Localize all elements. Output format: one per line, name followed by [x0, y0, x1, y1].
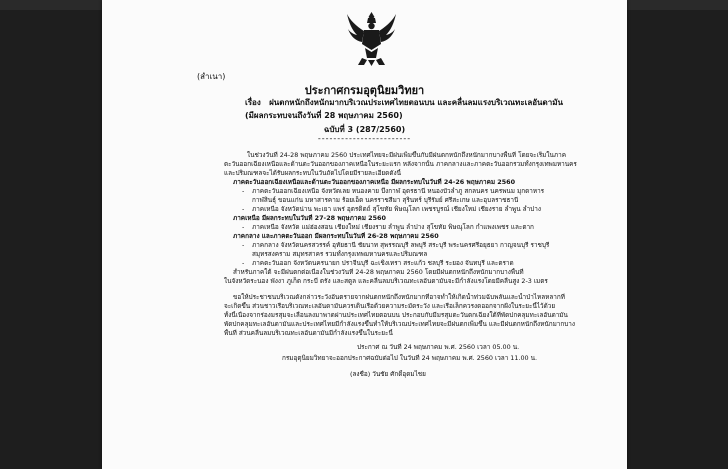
subject-line [245, 96, 563, 109]
warning-line-1: ขอให้ประชาชนบริเวณดังกล่าวระวังอันตรายจากฝนตกหนักถึงหนักมากที่อาจทำให้เกิดน้ำท่วมฉับพลันและน้ำป่าไหลหลากที่ [233, 293, 565, 301]
bullet-icon: - [242, 205, 245, 213]
section2-item-1: ภาคเหนือ จังหวัด แม่ฮ่องสอน เชียงใหม่ เชียงราย ลำพูน ลำปาง สุโขทัย พิษณุโลก กำแพงเพชร และตาก [252, 223, 534, 231]
subject-label: เรื่อง [245, 98, 261, 107]
bullet-icon: - [242, 223, 245, 231]
announcement-date: ประกาศ ณ วันที่ 24 พฤษภาคม พ.ศ. 2560 เวลา 05.00 น. [357, 343, 520, 351]
warning-line-5: พื้นที่ ส่วนคลื่นลมบริเวณทะเลอันดามันมีกำลังแรงขึ้นในระยะนี้ [224, 329, 393, 337]
issue-number: ฉบับที่ 3 (287/2560) [323, 125, 406, 134]
section3-item-1: ภาคกลาง จังหวัดนครสวรรค์ อุทัยธานี ชัยนาท สุพรรณบุรี ลพบุรี สระบุรี พระนครศรีอยุธยา กาญจนบุรี ราชบุรี [252, 241, 550, 249]
section3-heading: ภาคกลาง และภาคตะวันออก มีผลกระทบในวันที่ 26-28 พฤษภาคม 2560 [233, 232, 439, 240]
document-title: ประกาศกรมอุตุนิยมวิทยา [304, 84, 425, 97]
bullet-icon: - [242, 241, 245, 249]
section1-item-2: ภาคเหนือ จังหวัดน่าน พะเยา แพร่ อุตรดิตถ์ สุโขทัย พิษณุโลก เพชรบูรณ์ เชียงใหม่ เชียงราย ลำพูน ลำปาง [252, 205, 541, 213]
section1-item-1b: กาฬสินธุ์ ขอนแก่น มหาสารคาม ร้อยเอ็ด นครราชสีมา สุรินทร์ บุรีรัมย์ ศรีสะเกษ และอุบลราชธานี [252, 196, 519, 204]
section3-item-1b: สมุทรสงคราม สมุทรสาคร รวมทั้งกรุงเทพมหานครและปริมณฑล [252, 250, 428, 258]
body-line-2: ตะวันออกเฉียงเหนือและด้านตะวันออกของภาคเหนือในระยะแรก หลังจากนั้น ภาคกลางและภาคตะวันออกรวมทั้งกรุงเทพมหานคร [224, 160, 577, 168]
copy-label: (สำเนา) [197, 72, 226, 81]
section1-item-1: ภาคตะวันออกเฉียงเหนือ จังหวัดเลย หนองคาย บึงกาฬ อุดรธานี หนองบัวลำภู สกลนคร นครพนม มุกดาหาร [252, 187, 545, 195]
warning-line-2: จะเกิดขึ้น ส่วนชาวเรือบริเวณทะเลอันดามันควรเดินเรือด้วยความระมัดระวัง และเรือเล็กควรงดออกจากฝั่งในระยะนี้ไว้ด้วย [224, 302, 556, 310]
garuda-emblem-icon [344, 10, 399, 68]
signature-line: (ลงชื่อ) วันชัย ศักดิ์อุดมไชย [350, 370, 426, 378]
body-line-1: ในช่วงวันที่ 24-28 พฤษภาคม 2560 ประเทศไทยจะมีฝนเพิ่มขึ้นกับมีฝนตกหนักถึงหนักมากบางพื้นที่ โดยจะเริ่มในภาค [247, 151, 566, 159]
subject-line-2: (มีผลกระทบจนถึงวันที่ 28 พฤษภาคม 2560) [245, 111, 403, 120]
subject-text: ฝนตกหนักถึงหนักมากบริเวณประเทศไทยตอนบน และคลื่นลมแรงบริเวณทะเลอันดามัน [269, 98, 563, 107]
bullet-icon: - [242, 187, 245, 195]
document-page [102, 0, 627, 469]
warning-line-3: ทั้งนี้เนื่องจากร่องมรสุมจะเลื่อนลงมาพาดผ่านประเทศไทยตอนบน ประกอบกับมีมรสุมตะวันตกเฉียงใต้ที่พัดปกคลุมทะเลอันดามัน [224, 311, 568, 319]
next-notice: กรมอุตุนิยมวิทยาจะออกประกาศฉบับต่อไป ในวันที่ 24 พฤษภาคม พ.ศ. 2560 เวลา 11.00 น. [282, 354, 538, 362]
bullet-icon: - [242, 259, 245, 267]
warning-line-4: พัดปกคลุมทะเลอันดามันและประเทศไทยมีกำลังแรงขึ้นทำให้บริเวณประเทศไทยจะมีฝนตกเพิ่มขึ้น และมีฝนตกหนักถึงหนักมากบาง [224, 320, 576, 328]
separator-line: ------------------------ [317, 134, 412, 143]
section3-item-2: ภาคตะวันออก จังหวัดนครนายก ปราจีนบุรี ฉะเชิงเทรา สระแก้ว ชลบุรี ระยอง จันทบุรี และตราด [252, 259, 514, 267]
south-line-1: สำหรับภาคใต้ จะมีฝนตกต่อเนื่องในช่วงวันที่ 24-28 พฤษภาคม 2560 โดยมีฝนตกหนักถึงหนักมากบางพื้นที่ [233, 268, 524, 276]
section2-heading: ภาคเหนือ มีผลกระทบในวันที่ 27-28 พฤษภาคม 2560 [233, 214, 386, 222]
body-line-3: และปริมณฑลจะได้รับผลกระทบในวันถัดไปโดยมีรายละเอียดดังนี้ [224, 169, 401, 177]
south-line-2: ในจังหวัดระนอง พังงา ภูเก็ต กระบี่ ตรัง และสตูล และคลื่นลมบริเวณทะเลอันดามันจะมีกำลังแรงโดยมีคลื่นสูง 2-3 เมตร [224, 277, 548, 285]
section1-heading: ภาคตะวันออกเฉียงเหนือและด้านตะวันออกของภาคเหนือ มีผลกระทบในวันที่ 24-26 พฤษภาคม 2560 [233, 178, 516, 186]
